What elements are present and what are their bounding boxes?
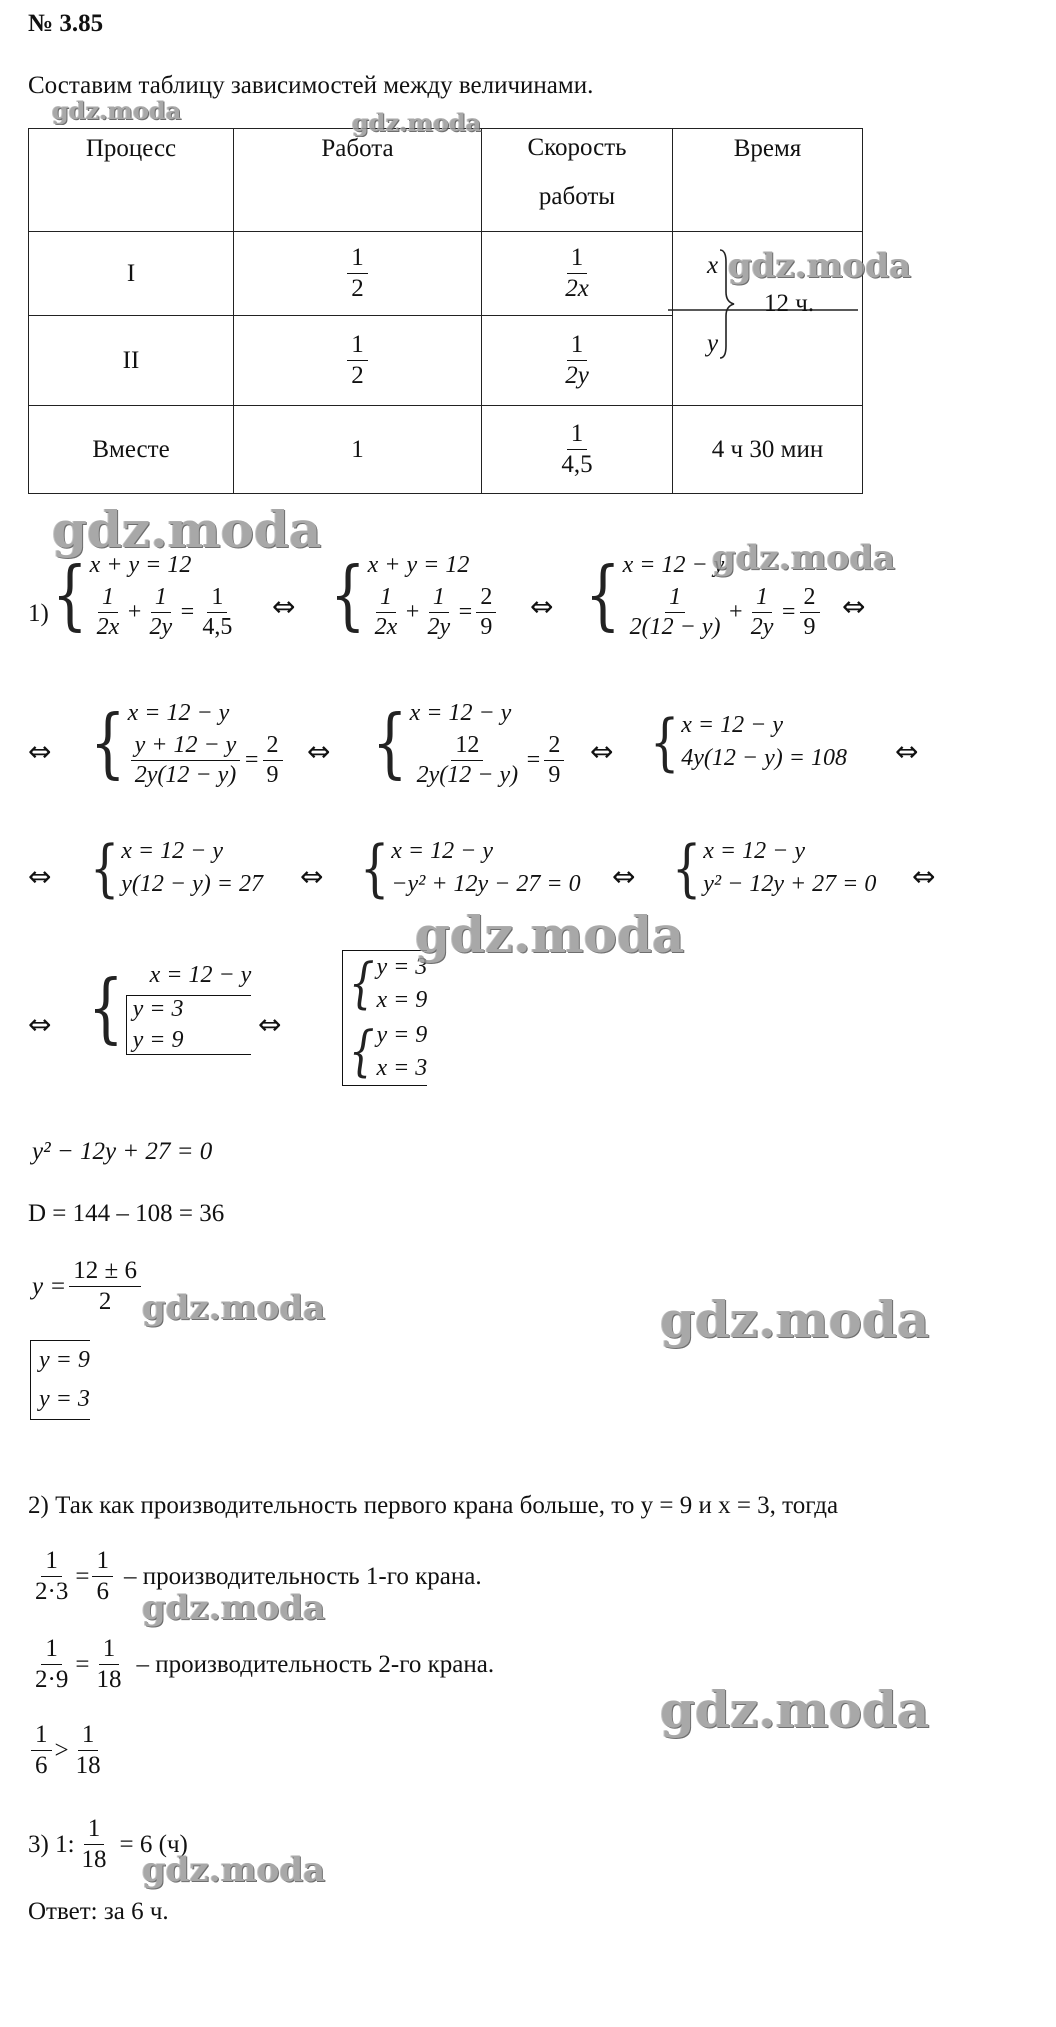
- productivity-2: $\frac{1}{2\cdot 9}$ = $\frac{1}{18}$ – производительность 2-го крана.: [35, 1635, 495, 1694]
- system-9: { x = 12 − y y² − 12y + 27 = 0: [672, 831, 877, 905]
- watermark: gdz.moda: [352, 108, 482, 137]
- row2-process: II: [29, 316, 234, 406]
- discriminant: D = 144 – 108 = 36: [28, 1200, 225, 1227]
- watermark: gdz.moda: [52, 500, 322, 559]
- system-3: { x = 12 − y $\frac{1}{2(12 - y)}$ + $\frac{1}{2y}$ = $\frac{2}{9}$: [585, 552, 823, 640]
- total-time: 12 ч.: [764, 290, 815, 317]
- quadratic-equation: y² − 12y + 27 = 0: [32, 1138, 213, 1165]
- system-11: { y = 3 x = 9 { y = 9 x = 3: [342, 950, 427, 1086]
- roots-set: y = 9 y = 3: [30, 1340, 90, 1420]
- productivity-1: $\frac{1}{2\cdot 3}$ = $\frac{1}{6}$ – производительность 1-го крана.: [35, 1547, 482, 1606]
- watermark: gdz.moda: [142, 1588, 326, 1628]
- watermark: gdz.moda: [415, 905, 685, 964]
- watermark: gdz.moda: [660, 1290, 930, 1349]
- answer: Ответ: за 6 ч.: [28, 1898, 169, 1925]
- step1-label: 1): [28, 600, 49, 627]
- system-8: { x = 12 − y −y² + 12y − 27 = 0: [360, 831, 581, 905]
- header-process: Процесс: [29, 129, 234, 232]
- iff-1: ⇔: [272, 590, 296, 623]
- intro-text: Составим таблицу зависимостей между величинами.: [28, 72, 594, 99]
- row1-speed: $\frac{1}{2x}$: [482, 232, 673, 316]
- row2-work: $\frac{1}{2}$: [234, 316, 482, 406]
- step3: 3) 1: $\frac{1}{18}$ = 6 (ч): [28, 1815, 188, 1874]
- root-formula: y = $\frac{12 \pm 6}{2}$: [32, 1258, 144, 1316]
- system-5: { x = 12 − y $\frac{12}{2y(12 - y)}$ = $\frac{2}{9}$: [372, 700, 567, 788]
- header-speed: [482, 129, 673, 232]
- row3-time: 4 ч 30 мин: [673, 406, 863, 494]
- iff-6: ⇔: [590, 735, 614, 768]
- watermark: gdz.moda: [728, 246, 912, 286]
- iff-10: ⇔: [612, 860, 636, 893]
- row1-work: $\frac{1}{2}$: [234, 232, 482, 316]
- system-7: { x = 12 − y y(12 − y) = 27: [90, 831, 263, 905]
- iff-5: ⇔: [307, 735, 331, 768]
- iff-13: ⇔: [258, 1008, 282, 1041]
- row3-speed: $\frac{1}{4,5}$: [482, 406, 673, 494]
- time-y: y: [707, 330, 719, 357]
- row1-process: I: [29, 232, 234, 316]
- system-10: { x = 12 − y y = 3 y = 9: [88, 962, 252, 1053]
- system-6: { x = 12 − y 4y(12 − y) = 108: [650, 705, 847, 779]
- iff-8: ⇔: [28, 860, 52, 893]
- system-2: { x + y = 12 $\frac{1}{2x}$ + $\frac{1}{2y}$ = $\frac{2}{9}$: [330, 552, 499, 640]
- iff-11: ⇔: [912, 860, 936, 893]
- iff-7: ⇔: [895, 735, 919, 768]
- iff-9: ⇔: [300, 860, 324, 893]
- iff-3: ⇔: [842, 590, 866, 623]
- header-time: Время: [673, 129, 863, 232]
- header-speed-l2: работы: [538, 183, 616, 210]
- step2-text: 2) Так как производительность первого крана больше, то y = 9 и x = 3, тогда: [28, 1492, 839, 1519]
- watermark: gdz.moda: [712, 538, 896, 578]
- row3-work: 1: [234, 406, 482, 494]
- iff-12: ⇔: [28, 1008, 52, 1041]
- productivity-compare: $\frac{1}{6}$ > $\frac{1}{18}$: [28, 1722, 108, 1780]
- watermark: gdz.moda: [52, 96, 182, 125]
- watermark: gdz.moda: [142, 1288, 326, 1328]
- system-1: { x + y = 12 $\frac{1}{2x}$ + $\frac{1}{2y}$ = $\frac{1}{4,5}$: [52, 551, 233, 641]
- row2-speed: $\frac{1}{2y}$: [482, 316, 673, 406]
- header-work: Работа: [234, 129, 482, 232]
- watermark: gdz.moda: [142, 1850, 326, 1890]
- problem-number: № 3.85: [28, 10, 104, 37]
- iff-4: ⇔: [28, 735, 52, 768]
- time-x: x: [707, 252, 719, 279]
- system-4: { x = 12 − y $\frac{y + 12 - y}{2y(12 - y)}$ = $\frac{2}{9}$: [90, 700, 286, 788]
- header-speed-l1: Скорость: [527, 134, 627, 161]
- row3-process: Вместе: [29, 406, 234, 494]
- watermark: gdz.moda: [660, 1680, 930, 1739]
- iff-2: ⇔: [530, 590, 554, 623]
